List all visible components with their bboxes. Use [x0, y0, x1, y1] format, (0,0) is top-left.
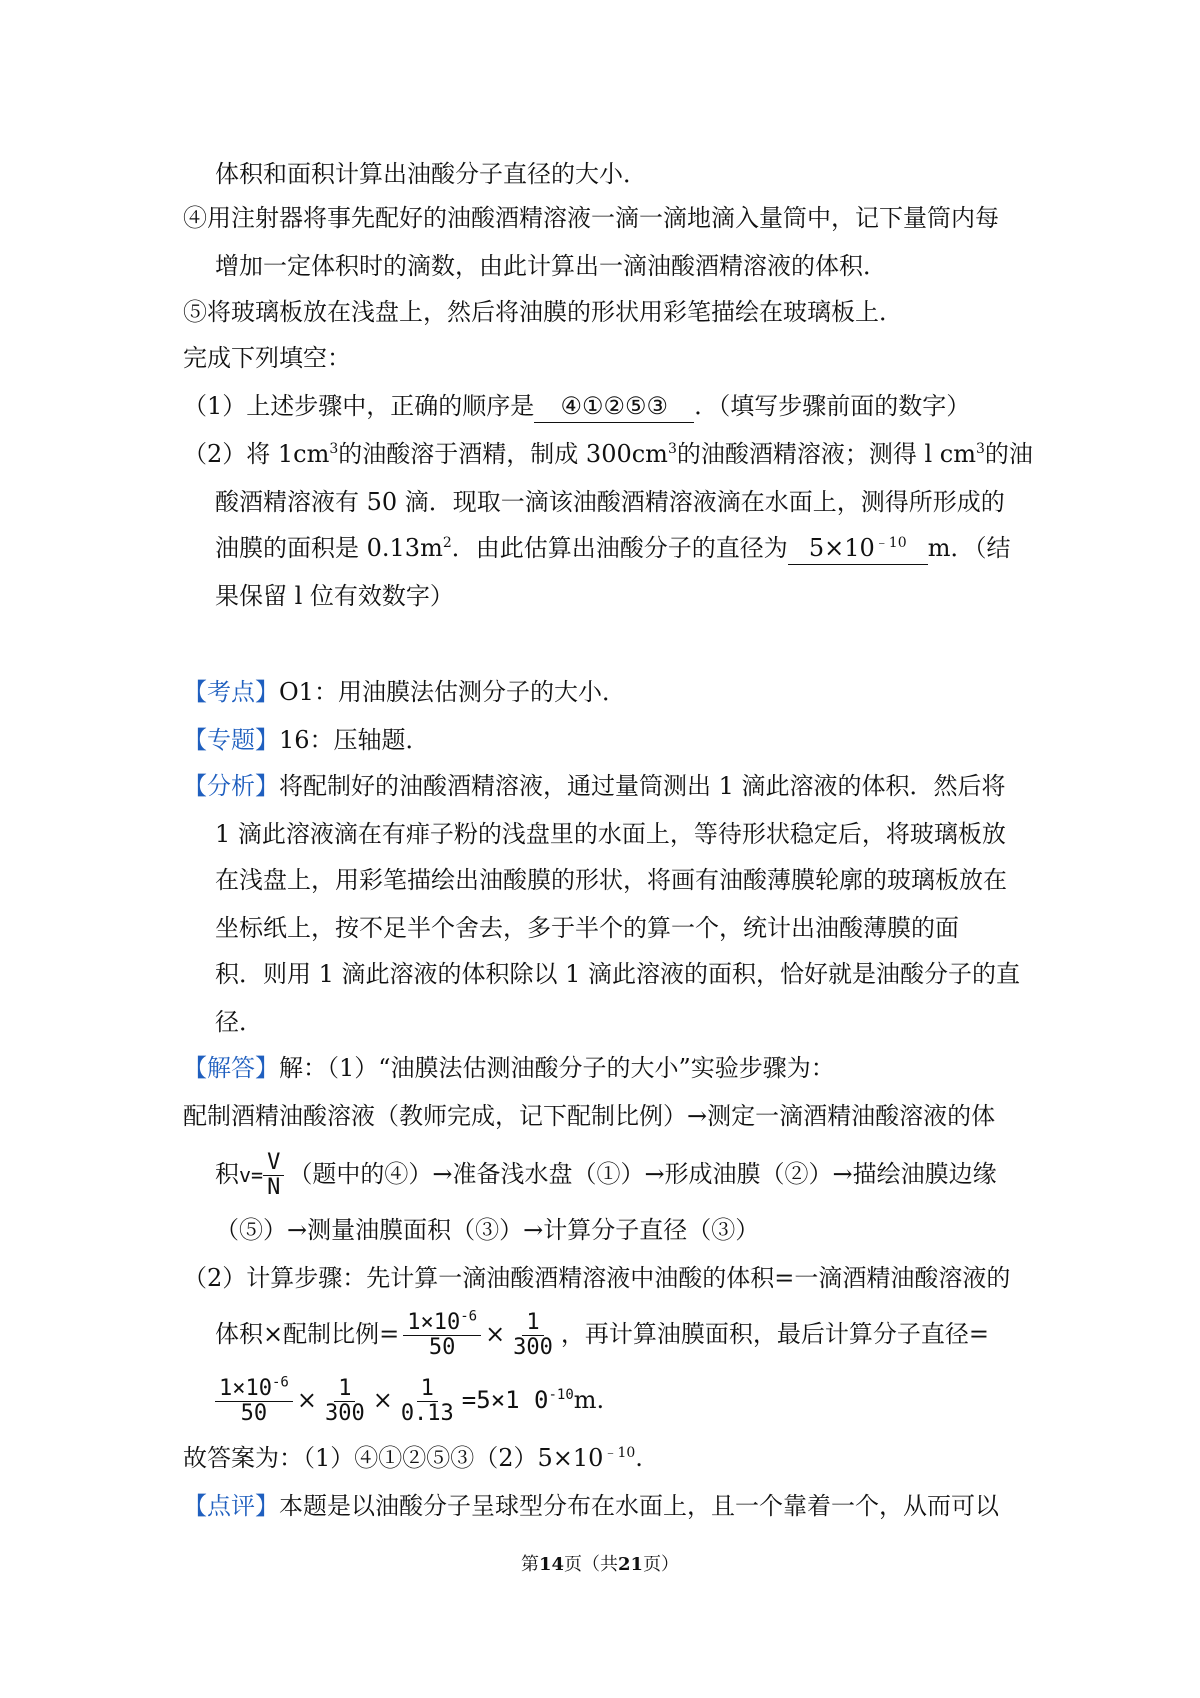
dianping-row [183, 1490, 999, 1522]
fenxi-text: 将配制好的油酸酒精溶液，通过量筒测出 1 滴此溶液的体积．然后将 [279, 772, 1006, 800]
question-2-line-3 [215, 532, 1011, 565]
text-fragment: 油膜的面积是 0.13m [215, 534, 443, 562]
zhuanti-row [183, 724, 430, 756]
times-sign: × [372, 1386, 393, 1414]
fenxi-line: 在浅盘上，用彩笔描绘出油酸膜的形状，将画有油酸薄膜轮廓的玻璃板放在 [215, 866, 1007, 894]
superscript: 2 [442, 535, 452, 551]
text-fragment: （题中的④）→准备浅水盘（①）→形成油膜（②）→描绘油膜边缘 [288, 1160, 997, 1188]
dianping-text: 本题是以油酸分子呈球型分布在水面上，且一个靠着一个，从而可以 [279, 1492, 999, 1520]
text-fragment: 体积×配制比例= [215, 1320, 400, 1348]
answer-exponent: ﹣10 [874, 535, 907, 551]
numerator-base: 1×10 [407, 1310, 461, 1335]
fraction-denominator: 300 [513, 1335, 553, 1360]
fenxi-line: 积．则用 1 滴此溶液的体积除以 1 滴此溶液的面积，恰好就是油酸分子的直 [215, 960, 1021, 988]
question-2-line-2: 酸酒精溶液有 50 滴．现取一滴该油酸酒精溶液滴在水面上，测得所形成的 [215, 488, 1005, 516]
text-fragment: 的油酸溶于酒精，制成 300cm [338, 440, 668, 468]
kaodian-text: O1：用油膜法估测分子的大小． [279, 678, 626, 706]
question-1-prefix: （1）上述步骤中，正确的顺序是 [183, 392, 535, 420]
jieda-text: 解：（1）“油膜法估测油酸分子的大小”实验步骤为： [279, 1054, 835, 1082]
fraction-numerator [215, 1374, 293, 1402]
question-1 [183, 390, 970, 423]
superscript: 3 [667, 441, 677, 457]
question-1-answer: ④①②⑤③ [534, 390, 694, 423]
jieda-formula-line-2 [215, 1372, 604, 1428]
fraction-denominator: 50 [240, 1401, 268, 1426]
jieda-tag: 【解答】 [183, 1054, 279, 1082]
question-1-suffix: ．（填写步骤前面的数字） [694, 392, 971, 420]
text-line: ④用注射器将事先配好的油酸酒精溶液一滴一滴地滴入量筒中，记下量筒内每 [183, 204, 999, 232]
fenxi-row [183, 770, 1006, 802]
question-2-line-4: 果保留 l 位有效数字） [215, 582, 454, 610]
text-line: 体积和面积计算出油酸分子直径的大小． [215, 160, 647, 188]
footer-text: 页（共 [564, 1554, 618, 1575]
text-fragment: （2）将 1cm [183, 440, 330, 468]
formula-v: v= [239, 1163, 264, 1187]
fraction-numerator: 1 [522, 1311, 543, 1336]
text-fragment: ．由此估算出油酸分子的直径为 [451, 534, 788, 562]
jieda-line: 配制酒精油酸溶液（教师完成，记下配制比例）→测定一滴酒精油酸溶液的体 [183, 1102, 996, 1130]
result-value: =5×1 0 [461, 1386, 549, 1414]
zhuanti-text: 16：压轴题． [279, 726, 430, 754]
superscript: 3 [329, 441, 339, 457]
numerator-exponent: -6 [460, 1308, 478, 1325]
times-sign: × [296, 1386, 317, 1414]
superscript: 3 [976, 441, 985, 457]
result-exponent: -10 [548, 1387, 574, 1403]
jieda-formula-line-1 [215, 1306, 989, 1362]
text-fragment: 故答案为：（1）④①②⑤③（2）5×10 [183, 1444, 604, 1472]
numerator-exponent: -6 [271, 1374, 289, 1391]
text-fragment: . [635, 1444, 643, 1472]
text-fragment: 的油酸酒精溶液；测得 l cm [676, 440, 976, 468]
numerator-base: 1×10 [219, 1376, 272, 1401]
fraction-v-over-n [263, 1151, 284, 1200]
times-sign: × [485, 1320, 506, 1348]
text-fragment: 的油 [984, 440, 1033, 468]
fraction-3 [397, 1377, 458, 1426]
text-fragment: m．（结 [927, 534, 1011, 562]
fraction-2 [509, 1311, 557, 1360]
fenxi-line: 1 滴此溶液滴在有痱子粉的浅盘里的水面上，等待形状稳定后，将玻璃板放 [215, 820, 1006, 848]
footer-text: 页） [643, 1554, 680, 1575]
zhuanti-tag: 【专题】 [183, 726, 279, 754]
page-number: 14 [538, 1554, 564, 1575]
result-unit: m. [573, 1386, 605, 1414]
dianping-tag: 【点评】 [183, 1492, 279, 1520]
jieda-line: （⑤）→测量油膜面积（③）→计算分子直径（③） [215, 1216, 760, 1244]
fraction-1 [403, 1308, 481, 1360]
answer-base: 5×10 [808, 534, 875, 562]
answer-summary [183, 1442, 643, 1474]
fenxi-line: 径． [215, 1008, 263, 1036]
fraction-2b [321, 1377, 369, 1426]
text-line: 完成下列填空： [183, 344, 351, 372]
jieda-row [183, 1052, 835, 1084]
fraction-numerator: 1 [334, 1377, 355, 1402]
jieda-line: （2）计算步骤：先计算一滴油酸酒精溶液中油酸的体积=一滴酒精油酸溶液的 [183, 1264, 1011, 1292]
fenxi-tag: 【分析】 [183, 772, 279, 800]
superscript: ﹣10 [603, 1445, 636, 1461]
fraction-denominator: 300 [324, 1401, 365, 1426]
fraction-numerator: V [263, 1151, 284, 1176]
total-pages: 21 [618, 1554, 644, 1575]
fraction-denominator: 0.13 [400, 1401, 454, 1426]
text-fragment: ，再计算油膜面积，最后计算分子直径= [560, 1320, 990, 1348]
footer-text: 第 [520, 1554, 539, 1575]
fraction-denominator: N [267, 1175, 281, 1200]
kaodian-tag: 【考点】 [183, 678, 279, 706]
text-fragment: 积 [215, 1160, 239, 1188]
fenxi-line: 坐标纸上，按不足半个舍去，多于半个的算一个，统计出油酸薄膜的面 [215, 914, 959, 942]
fraction-1b [215, 1374, 293, 1426]
fraction-numerator [403, 1308, 481, 1336]
question-2-line-1 [183, 438, 1033, 470]
question-2-answer [788, 532, 928, 565]
jieda-line-formula [215, 1148, 997, 1201]
fraction-numerator: 1 [417, 1377, 438, 1402]
fraction-denominator: 50 [428, 1335, 456, 1360]
page-footer [0, 1550, 1200, 1576]
text-line: ⑤将玻璃板放在浅盘上，然后将油膜的形状用彩笔描绘在玻璃板上． [183, 298, 903, 326]
text-line: 增加一定体积时的滴数，由此计算出一滴油酸酒精溶液的体积． [215, 252, 887, 280]
kaodian-row [183, 676, 626, 708]
